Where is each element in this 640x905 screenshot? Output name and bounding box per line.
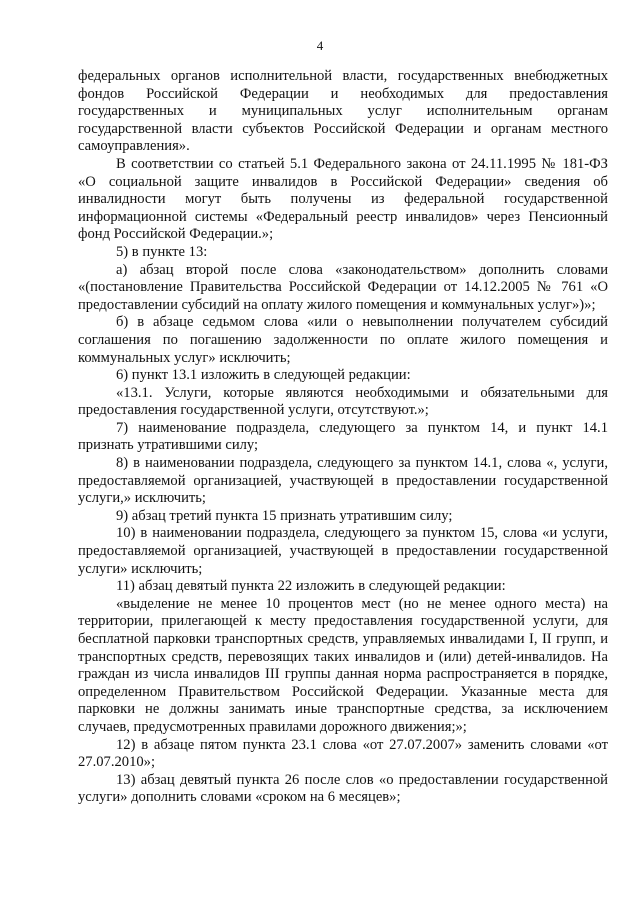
paragraph-15: 13) абзац девятый пункта 26 после слов «о предоставлении государственной услуги» дополнить словами «сроком на 6 месяцев»;	[78, 771, 608, 806]
paragraph-11: 10) в наименовании подраздела, следующего за пунктом 15, слова «и услуги, предоставляемой организацией, участвующей в предоставлении государственной услуги» исключить;	[78, 525, 608, 577]
paragraph-5: б) в абзаце седьмом слова «или о невыполнении получателем субсидий соглашения по погашению задолженности по оплате жилого помещения и коммунальных услуг» исключить;	[78, 314, 608, 366]
paragraph-8: 7) наименование подраздела, следующего за пунктом 14, и пункт 14.1 признать утратившими силу;	[78, 419, 608, 454]
paragraph-4: а) абзац второй после слова «законодательством» дополнить словами «(постановление Правительства Российской Федерации от 14.12.2005 № 761 «О предоставлении субсидий на оплату жилого помещения и коммунальных услуг»)»;	[78, 261, 608, 313]
paragraph-1: федеральных органов исполнительной власти, государственных внебюджетных фондов Российской Федерации и необходимых для предоставления государственных и муниципальных услуг исполнительным органам государственной власти субъектов Российской Федерации и органам местного самоуправления».	[78, 68, 608, 155]
paragraph-2: В соответствии со статьей 5.1 Федерального закона от 24.11.1995 № 181-ФЗ «О социальной защите инвалидов в Российской Федерации» сведения об инвалидности могут быть получены из федеральной государственной информационной системы «Федеральный реестр инвалидов» через Пенсионный фонд Российской Федерации.»;	[78, 155, 608, 243]
paragraph-7: «13.1. Услуги, которые являются необходимыми и обязательными для предоставления государственной услуги, отсутствуют.»;	[78, 384, 608, 419]
page-number: 4	[316, 38, 324, 53]
paragraph-10: 9) абзац третий пункта 15 признать утратившим силу;	[116, 507, 453, 524]
paragraph-13: «выделение не менее 10 процентов мест (но не менее одного места) на территории, прилегающей к месту предоставления государственной услуги, для бесплатной парковки транспортных средств, управляемых инвалидами I, II групп, и транспортных средств, перевозящих таких инвалидов и (или) детей-инвалидов. На граждан из числа инвалидов III группы данная норма распространяется в порядке, определенном Правительством Российской Федерации. Указанные места для парковки не должны занимать иные транспортные средства, за исключением случаев, предусмотренных правилами дорожного движения;»;	[78, 595, 608, 735]
document-body	[78, 68, 608, 807]
paragraph-3: 5) в пункте 13:	[116, 243, 208, 260]
paragraph-9: 8) в наименовании подраздела, следующего за пунктом 14.1, слова «, услуги, предоставляемой организацией, участвующей в предоставлении государственной услуги,» исключить;	[78, 455, 608, 507]
paragraph-6: 6) пункт 13.1 изложить в следующей редакции:	[116, 367, 411, 384]
paragraph-14: 12) в абзаце пятом пункта 23.1 слова «от 27.07.2007» заменить словами «от 27.07.2010»;	[78, 736, 608, 771]
paragraph-12: 11) абзац девятый пункта 22 изложить в следующей редакции:	[116, 578, 506, 595]
